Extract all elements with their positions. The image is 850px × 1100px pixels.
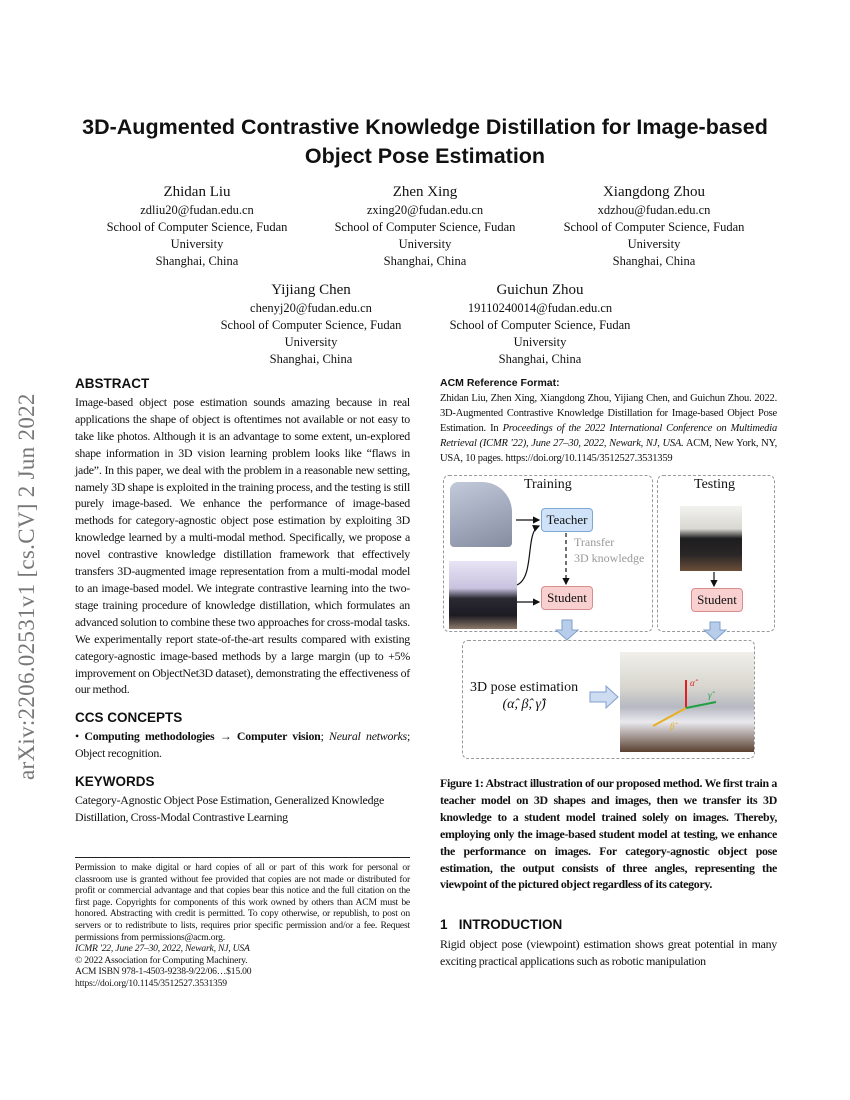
author-affiliation: School of Computer Science, Fudan University [449, 318, 631, 349]
transfer-text: Transfer [574, 535, 615, 549]
author-email: chenyj20@fudan.edu.cn [250, 301, 372, 315]
doi-link[interactable]: https://doi.org/10.1145/3512527.3531359 [75, 977, 227, 989]
down-arrow-icon [556, 620, 578, 640]
section-heading: CCS CONCEPTS [75, 710, 183, 726]
introduction-section [440, 917, 777, 970]
gamma-label: γ̂ [708, 690, 712, 700]
introduction-text: Rigid object pose (viewpoint) estimation shows great potential in many exciting practical applications such as robotic manipulation [440, 937, 777, 969]
author-block [316, 183, 534, 270]
abstract-text: Image-based object pose estimation sounds amazing because in real applications the shape of object is oftentimes not available or not easy to take like photos. Although it is an advantage to some extent, un-explored shape information in 3D vision learning problem looks like “flaws in jade”. In this paper, we deal with the problem in a reasonable new setting, namely 3D shape is exploited in the training process, and the testing is still purely image-based. We enhance the performance of image-based methods for category-agnostic object pose estimation by exploiting 3D knowledge learned by a multi-modal method. Specifically, we propose a novel contrastive knowledge distillation framework that effectively transfers 3D-augmented image representation from a multi-modal model to an image-based model. We integrate contrastive learning into the two-stage training procedure of knowledge distillation, which formulates an advanced solution to combine these two approaches for cross-modal tasks. We experimentally report state-of-the-art results compared with existing category-agnostic image-based methods by a large margin (up to +5% improvement on ObjectNet3D dataset), demonstrating the effectiveness of our method. [75, 395, 410, 697]
author-affiliation: School of Computer Science, Fudan University [220, 318, 402, 349]
down-arrow-icon [704, 622, 726, 640]
ref-text: Zhidan Liu, Zhen Xing, Xiangdong Zhou, Yijiang Chen, and Guichun Zhou. 2022. 3D-Augmented Contrastive Knowledge Distillation for Image-based Object Pose Estimation. In [440, 393, 777, 434]
ccs-section [75, 710, 410, 762]
bullet: • [75, 729, 79, 744]
footnote [75, 857, 410, 990]
acm-reference-heading: ACM Reference Format: [440, 377, 560, 389]
author-location: Shanghai, China [498, 352, 582, 366]
arxiv-stamp: arXiv:2206.02531v1 [cs.CV] 2 Jun 2022 [14, 393, 39, 780]
figure-caption: Figure 1: Abstract illustration of our proposed method. We first train a teacher model on 3D shapes and images, then we transfer its 3D knowledge to a student model trained solely on images. Thereby, employing only the image-based student model at testing, we enhance the performance on images. For category-agnostic object pose estimation, the output consists of three angles, representing the viewpoint of the pictured object regardless of its category. [440, 776, 777, 892]
permission-text: Permission to make digital or hard copies of all or part of this work for personal or classroom use is granted without fee provided that copies are not made or distributed for profit or commercial advantage and that copies bear this notice and the full citation on the first page. Copyrights for components of this work owned by others than ACM must be honored. Abstracting with credit is permitted. To copy otherwise, or republish, to post on servers or to redistribute to lists, requires prior specific permission and/or a fee. Request permissions from permissions@acm.org. [75, 862, 410, 943]
ccs-concept: Neural networks [329, 729, 407, 744]
author-name: Yijiang Chen [271, 282, 351, 298]
author-name: Zhidan Liu [163, 184, 231, 200]
ccs-text [75, 728, 410, 762]
beta-label: β̂ [670, 721, 675, 731]
copyright: © 2022 Association for Computing Machinery. [75, 954, 248, 966]
author-name: Zhen Xing [392, 184, 458, 200]
author-affiliation: School of Computer Science, Fudan University [334, 220, 516, 251]
paper-title: 3D-Augmented Contrastive Knowledge Distillation for Image-based Object Pose Estimation [82, 115, 768, 168]
teacher-node: Teacher [541, 508, 593, 532]
section-heading: 1 INTRODUCTION [440, 917, 563, 933]
figure-1 [440, 472, 780, 762]
transfer-text: 3D knowledge [574, 551, 645, 565]
testing-label: Testing [694, 477, 736, 492]
author-block [88, 183, 306, 270]
author-email: 19110240014@fudan.edu.cn [467, 301, 613, 315]
test-student-node: Student [691, 588, 743, 612]
left-column [75, 376, 410, 826]
author-location: Shanghai, China [383, 254, 467, 268]
ccs-concept: Computing methodologies → Computer vision [84, 729, 321, 744]
author-location: Shanghai, China [155, 254, 239, 268]
acm-reference-text [440, 391, 777, 466]
keywords-text: Category-Agnostic Object Pose Estimation, Generalized Knowledge Distillation, Cross-Modal Contrastive Learning [75, 793, 384, 825]
abstract-section [75, 376, 410, 698]
training-label: Training [524, 477, 572, 492]
student-node: Student [541, 586, 593, 610]
ccs-concept: ; Object recognition. [75, 729, 410, 761]
author-email: zdliu20@fudan.edu.cn [140, 203, 254, 217]
author-block [545, 183, 763, 270]
author-location: Shanghai, China [269, 352, 353, 366]
ref-proceedings: Proceedings of the 2022 International Conference on Multimedia Retrieval (ICMR '22), June 27–30, 2022, Newark, NJ, USA. [440, 423, 777, 449]
venue: ICMR '22, June 27–30, 2022, Newark, NJ, USA [75, 943, 250, 955]
arrow [517, 526, 539, 585]
acm-reference [440, 377, 777, 466]
author-affiliation: School of Computer Science, Fudan University [106, 220, 288, 251]
section-heading: ABSTRACT [75, 376, 150, 391]
keywords-section [75, 774, 410, 826]
pose-text: 3D pose estimation [470, 680, 579, 695]
author-location: Shanghai, China [612, 254, 696, 268]
author-block [202, 281, 420, 368]
ref-text: ACM, New York, NY, USA, 10 pages. https://doi.org/10.1145/3512527.3531359 [440, 438, 777, 464]
author-email: zxing20@fudan.edu.cn [366, 203, 484, 217]
author-affiliation: School of Computer Science, Fudan University [563, 220, 745, 251]
isbn: ACM ISBN 978-1-4503-9238-9/22/06…$15.00 [75, 966, 252, 978]
author-block [431, 281, 649, 368]
author-name: Guichun Zhou [496, 282, 584, 298]
separator: ; [320, 729, 330, 744]
author-email: xdzhou@fudan.edu.cn [597, 203, 711, 217]
figure-arrows [440, 472, 780, 762]
alpha-label: α̂ [690, 678, 695, 688]
author-name: Xiangdong Zhou [602, 184, 706, 200]
right-column [440, 377, 777, 970]
pose-angles: (α̂, β̂, γ̂) [502, 697, 546, 712]
right-arrow-icon [590, 686, 618, 708]
gamma-axis [686, 702, 716, 708]
section-heading: KEYWORDS [75, 774, 155, 790]
